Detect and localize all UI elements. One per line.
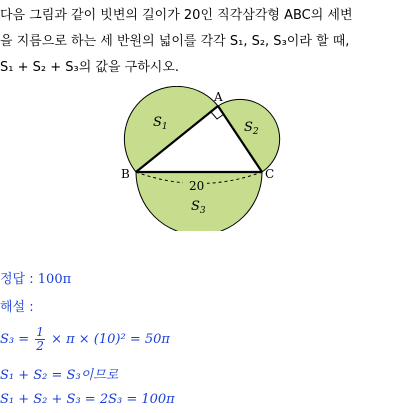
label-b: B (121, 167, 130, 181)
label-s1: $S_1$ (153, 115, 168, 132)
solution-eq-3: S₁ + S₂ + S₃ = 2S₃ = 100π (0, 392, 175, 407)
label-20: 20 (189, 179, 205, 193)
answer-value: 100π (37, 272, 72, 287)
label-s3: $S_3$ (191, 199, 206, 216)
solution-eq-2: S₁ + S₂ = S₃이므로 (0, 368, 119, 383)
solution-eq-1: S₃ = $\frac{1}{2}$ × π × (10)² = 50π (0, 325, 170, 353)
question-text (0, 3, 400, 81)
question-line-1: 다음 그림과 같이 빗변의 길이가 20인 직각삼각형 ABC의 세변 (0, 8, 353, 23)
label-s2: $S_2$ (244, 120, 259, 137)
question-line-2: 을 지름으로 하는 세 반원의 넓이를 각각 S₁, S₂, S₃이라 할 때, (0, 34, 350, 49)
solution-label: 해설 : (0, 300, 34, 315)
label-c: C (265, 167, 275, 181)
label-a: A (214, 90, 223, 104)
fraction-one-half: $\frac{1}{2}$ (36, 325, 44, 353)
question-line-3: S₁ + S₂ + S₃의 값을 구하시오. (0, 60, 180, 75)
answer-label: 정답 : (0, 272, 34, 287)
answer-line (0, 268, 71, 287)
triangle-semicircle-figure (112, 86, 282, 231)
